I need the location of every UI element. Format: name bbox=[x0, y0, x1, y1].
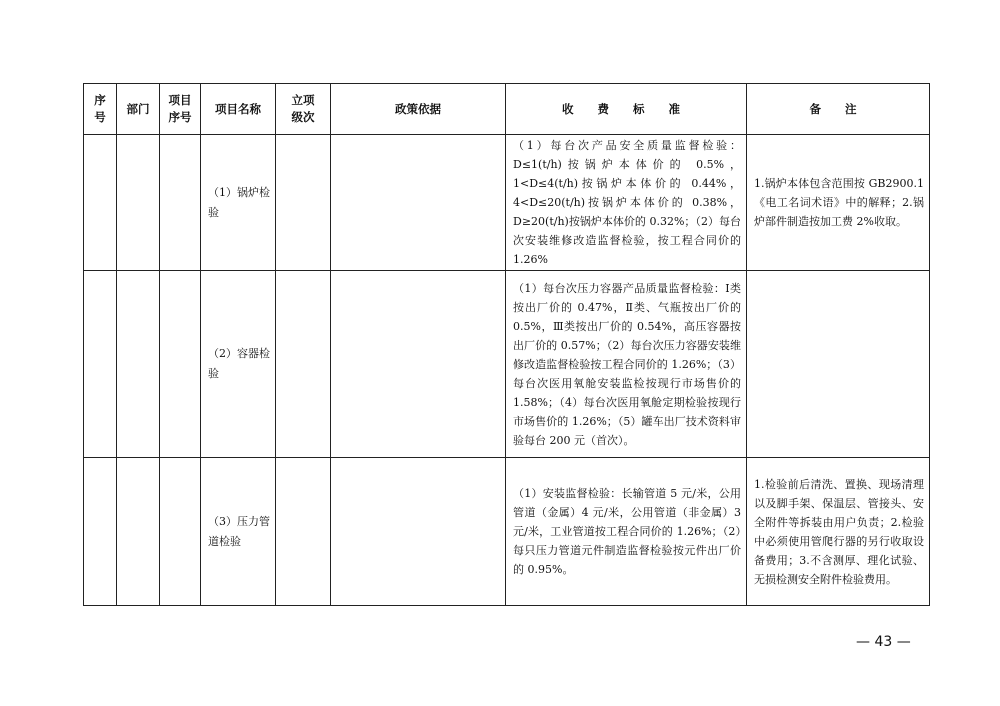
table-header-row bbox=[84, 84, 930, 135]
cell-standard: （1）安装监督检验：长输管道 5 元/米，公用管道（金属）4 元/米，公用管道（非金属）3 元/米，工业管道按工程合同价的 1.26%；（2）每只压力管道元件制造监督检验按元件出厂价的 0.95%。 bbox=[506, 458, 747, 606]
cell-item-name: （1）锅炉检验 bbox=[201, 135, 276, 271]
header-item-name: 项目名称 bbox=[201, 84, 276, 135]
table-row bbox=[84, 271, 930, 458]
header-seq: 序号 bbox=[84, 84, 117, 135]
header-dept: 部门 bbox=[117, 84, 160, 135]
header-level: 立项级次 bbox=[276, 84, 331, 135]
table-row bbox=[84, 458, 930, 606]
cell-level bbox=[276, 271, 331, 458]
cell-seq bbox=[84, 458, 117, 606]
cell-level bbox=[276, 135, 331, 271]
cell-policy bbox=[331, 458, 506, 606]
cell-remarks: 1.锅炉本体包含范围按 GB2900.1《电工名词术语》中的解释；2.锅炉部件制造按加工费 2%收取。 bbox=[747, 135, 930, 271]
cell-dept bbox=[117, 135, 160, 271]
header-standard: 收 费 标 准 bbox=[506, 84, 747, 135]
cell-remarks: 1.检验前后清洗、置换、现场清理以及脚手架、保温层、管接头、安全附件等拆装由用户负责；2.检验中必须使用管爬行器的另行收取设备费用；3.不含测厚、理化试验、无损检测安全附件检验费用。 bbox=[747, 458, 930, 606]
header-remarks: 备 注 bbox=[747, 84, 930, 135]
cell-item-name: （3）压力管道检验 bbox=[201, 458, 276, 606]
table-row bbox=[84, 135, 930, 271]
cell-item-seq bbox=[160, 458, 201, 606]
cell-policy bbox=[331, 271, 506, 458]
header-item-seq: 项目序号 bbox=[160, 84, 201, 135]
cell-level bbox=[276, 458, 331, 606]
page-number: — 43 — bbox=[856, 634, 911, 650]
cell-item-seq bbox=[160, 271, 201, 458]
cell-item-name: （2）容器检验 bbox=[201, 271, 276, 458]
cell-dept bbox=[117, 271, 160, 458]
fee-standard-table bbox=[83, 83, 930, 606]
cell-seq bbox=[84, 135, 117, 271]
cell-item-seq bbox=[160, 135, 201, 271]
cell-policy bbox=[331, 135, 506, 271]
cell-standard: （1）每台次压力容器产品质量监督检验：Ⅰ类按出厂价的 0.47%，Ⅱ类、气瓶按出厂价的 0.5%，Ⅲ类按出厂价的 0.54%，高压容器按出厂价的 0.57%；（2）每台次压力容器安装维修改造监督检验按工程合同价的 1.26%；（3）每台次医用氧舱安装监检按现行市场售价的 1.58%；（4）每台次医用氧舱定期检验按现行市场售价的 1.26%；（5）罐车出厂技术资料审验每台 200 元（首次）。 bbox=[506, 271, 747, 458]
header-policy: 政策依据 bbox=[331, 84, 506, 135]
cell-remarks bbox=[747, 271, 930, 458]
cell-standard: （1）每台次产品安全质量监督检验：D≤1(t/h)按锅炉本体价的 0.5%，1<D≤4(t/h)按锅炉本体价的 0.44%，4<D≤20(t/h)按锅炉本体价的 0.38%，D≥20(t/h)按锅炉本体价的 0.32%；（2）每台次安装维修改造监督检验，按工程合同价的 1.26% bbox=[506, 135, 747, 271]
cell-seq bbox=[84, 271, 117, 458]
cell-dept bbox=[117, 458, 160, 606]
